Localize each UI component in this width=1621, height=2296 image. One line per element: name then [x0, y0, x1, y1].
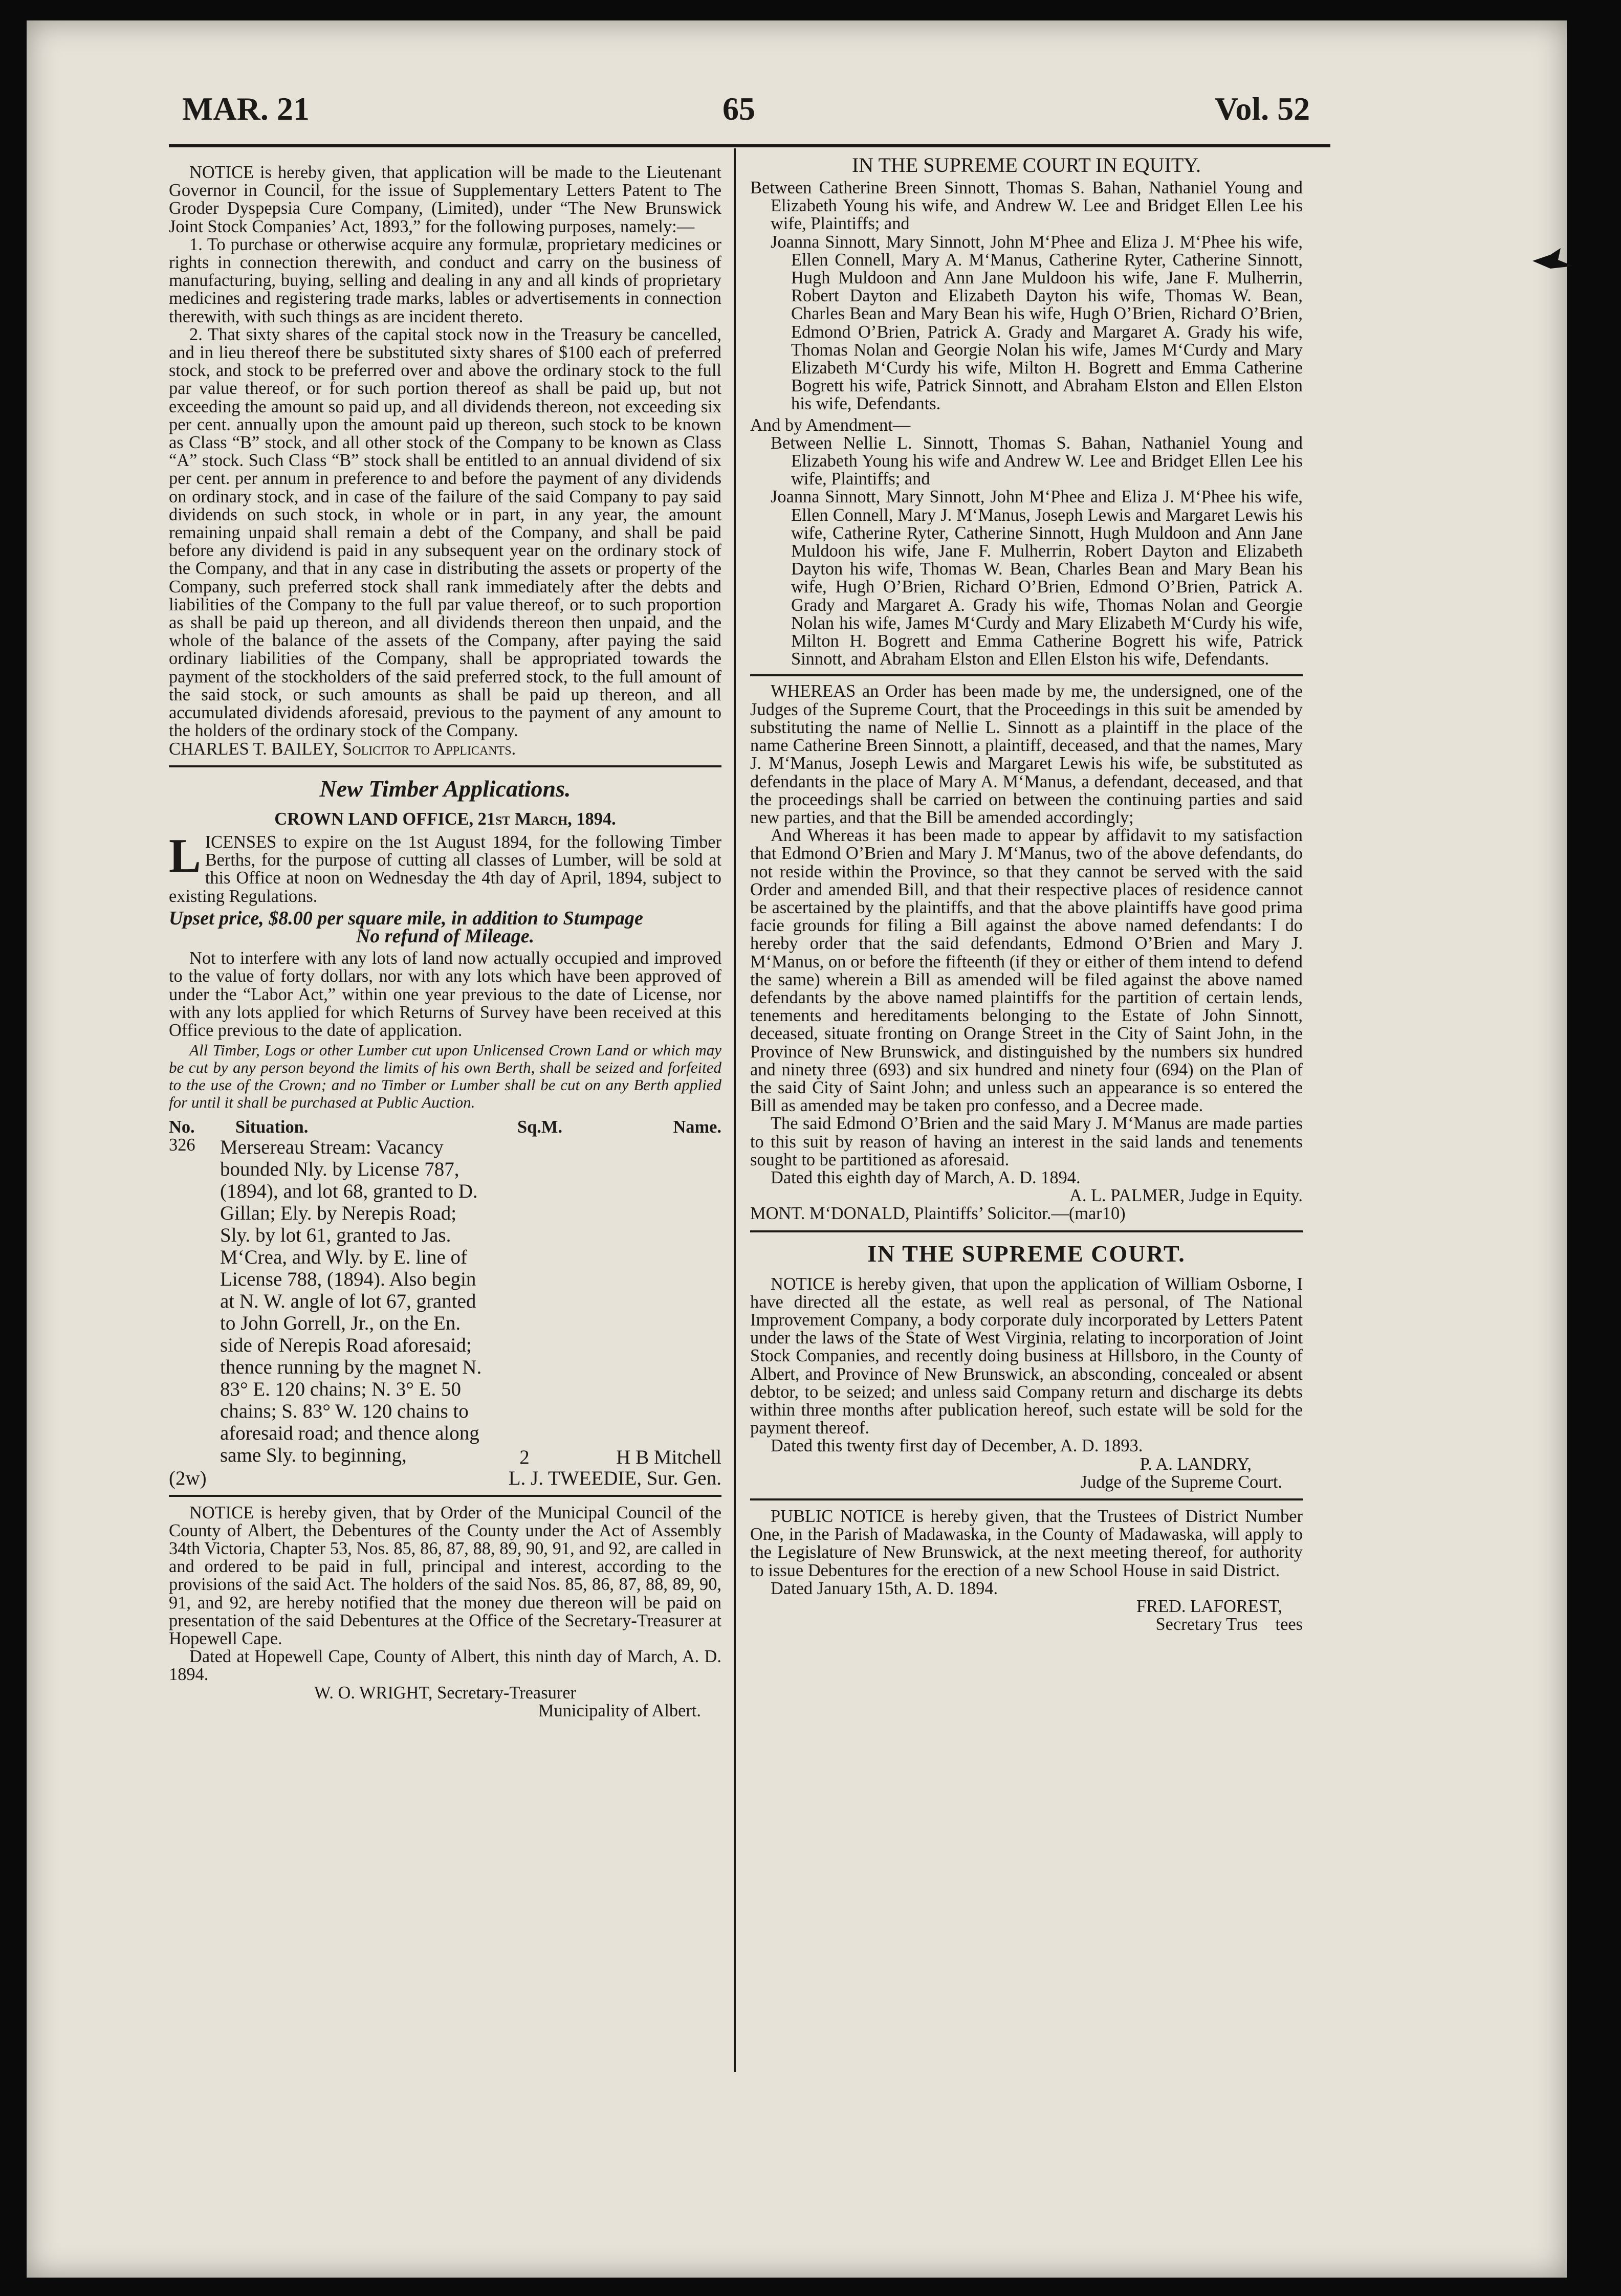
volume-number: Vol. 52: [1215, 91, 1310, 127]
public-notice: PUBLIC NOTICE is hereby given, that the Trustees of District Number One, in the Parish of Madawaska, in the County of Madawaska, will apply to the Legislature of New Brunswick, at the next meeting thereof, for authority to issue Debentures for the erection of a new School House in said District.: [750, 1507, 1303, 1580]
equity-solicitor: MONT. M‘DONALD, Plaintiffs’ Solicitor.—(mar10): [750, 1204, 1126, 1224]
groder-notice-item-2: 2. That sixty shares of the capital stock now in the Treasury be cancelled, and in lieu thereof there be substituted sixty shares of $100 each of preferred stock, and stock to be preferred over and above the ordinary stock to the full par value thereof, or for such portion thereof as shall be paid up, but not exceeding the amount so paid up, and all dividends thereon, not exceeding six per cent. annually upon the amount paid up thereon, such stock to be known as Class “B” stock, and all other stock of the Company to be known as Class “A” stock. Such Class “B” stock shall be entitled to an annual dividend of six per cent. per annum in preference to and before the payment of any dividends on ordinary stock, and in case of the failure of the said Company to pay said dividends on such stock, in whole or in part, in any year, the amount remaining unpaid shall remain a debt of the Company, and shall be paid before any dividend is paid in any subsequent year on the ordinary stock of the Company, and that in any case in distributing the assets or property of the Company, such preferred stock shall rank immediately after the debts and liabilities of the Company to the full par value thereof, or to such proportion as shall be paid up thereon, and all dividends thereon then unpaid, and the whole of the balance of the assets of the Company, after paying the said ordinary liabilities of the Company, shall be appropriated towards the payment of the stockholders of the said preferred stock, to the full amount of the said stock, or such amounts as shall be paid up thereon, and all accumulated dividends aforesaid, previous to the payment of any amount to the holders of the ordinary stock of the Company.: [169, 324, 721, 741]
timber-signature-row: [169, 1467, 721, 1490]
equity-dated: Dated this eighth day of March, A. D. 1894.: [771, 1167, 1081, 1187]
supreme-court-notice: NOTICE is hereby given, that upon the application of William Osborne, I have directed all the estate, as well real as personal, of The National Improvement Company, a body corporate duly incorporated by Letters Patent under the laws of the State of West Virginia, relating to incorporation of Joint Stock Companies, and recently doing business at Hillsboro, in the County of Albert, and Province of New Brunswick, an absconding, concealed or absent debtor, to be seized; and unless said Company return and discharge its debts within three months after publication hereof, such estate will be sold for the payment thereof.: [750, 1274, 1303, 1438]
equity-judge: A. L. PALMER, Judge in Equity.: [1069, 1186, 1303, 1206]
timber-intro: ICENSES to expire on the 1st August 1894, for the following Timber Berths, for the purpose of cutting all classes of Lumber, will be sold at this Office at noon on Wednesday the 4th day of April, 1894, subject to existing Regulations.: [169, 832, 721, 906]
groder-notice-intro: NOTICE is hereby given, that application will be made to the Lieutenant Governor in Council, for the issue of Supplementary Letters Patent to The Groder Dyspepsia Cure Company, (Limited), under “The New Brunswick Joint Stock Companies’ Act, 1893,” for the following purposes, namely:—: [169, 163, 721, 236]
no-refund: No refund of Mileage.: [356, 925, 535, 947]
header-rule: [169, 144, 1330, 147]
issue-date: MAR. 21: [182, 91, 310, 127]
berth-situation: Mersereau Stream: Vacancy bounded Nly. by License 787, (1894), and lot 68, granted to D. Gillan; Ely. by Nerepis Road; Sly. by lot 61, granted to Jas. M‘Crea, and Wly. by E. line of License 788, (1894). Also begin at N. W. angle of lot 67, granted to John Gorrell, Jr., on the En. side of Nerepis Road aforesaid; thence running by the magnet N. 83° E. 120 chains; N. 3° E. 50 chains; S. 83° W. 120 chains to aforesaid road; and thence along same Sly. to beginning,: [220, 1136, 482, 1467]
equity-defendants: Joanna Sinnott, Mary Sinnott, John M‘Phee and Eliza J. M‘Phee his wife, Ellen Connell, Mary A. M‘Manus, Catherine Ryter, Catherine Sinnott, Hugh Muldoon and Ann Jane Muldoon his wife, Jane F. Mulherrin, Robert Dayton and Elizabeth Dayton his wife, Thomas W. Bean, Charles Bean and Mary Bean his wife, Hugh O’Brien, Richard O’Brien, Edmond O’Brien, Patrick A. Grady and Margaret A. Grady his wife, Thomas Nolan and Georgie Nolan his wife, James M‘Curdy and Mary Elizabeth M‘Curdy his wife, Milton H. Bogrett and Emma Catherine Bogrett his wife, Patrick Sinnott, and Abraham Elston and Ellen Elston his wife, Defendants.: [771, 232, 1303, 414]
equity-between-amended: Between Nellie L. Sinnott, Thomas S. Bahan, Nathaniel Young and Elizabeth Young his wife and Andrew W. Lee and Bridget Ellen Lee his wife, Plaintiffs; and: [771, 433, 1303, 489]
equity-and-whereas: And Whereas it has been made to appear by affidavit to my satisfaction that Edmond O’Brien and Mary J. M‘Manus, two of the above defendants, do not reside within the Province, so that they cannot be served with the said Order and amended Bill, and that their respective places of residence cannot be ascertained by the plaintiffs, and that the above plaintiffs have good prima facie grounds for filing a Bill against the above named defendants: I do hereby order that the said defendants, Edmond O’Brien and Mary J. M‘Manus, on or before the fifteenth (if they or either of them intend to defend the same) wherein a Bill as amended will be filed against the above named defendants by the above named plaintiffs for the partition of certain lends, tenements and hereditaments belonging to the Estate of John Sinnott, deceased, situate fronting on Orange Street in the City of Saint John, in the Province of New Brunswick, and distinguished by the numbers six hundred and ninety three (693) and six hundred and ninety four (694) on the Plan of the said City of Saint John; and unless such an appearance is so entered the Bill as amended may be taken pro confesso, and a Decree made.: [750, 826, 1303, 1116]
timber-intro-paragraph: [169, 829, 721, 906]
upset-price: Upset price, $8.00 per square mile, in addition to Stumpage: [169, 907, 643, 929]
supreme-court-signature-title: Judge of the Supreme Court.: [1080, 1472, 1282, 1492]
berth-number: 326: [169, 1135, 195, 1155]
crown-land-office-date: CROWN LAND OFFICE, 21st March, 1894.: [274, 809, 616, 829]
interfere-clause: Not to interfere with any lots of land now actually occupied and improved to the value of forty dollars, nor with any lots which have been approved of under the “Labor Act,” within one year previous to the date of License, nor with any lots applied for which Returns of Survey have been received at this Office previous to the date of application.: [169, 948, 721, 1040]
equity-amendment: And by Amendment—: [750, 415, 911, 435]
left-column: [169, 164, 721, 1720]
supreme-court-heading: IN THE SUPREME COURT.: [867, 1240, 1186, 1267]
right-column: [750, 153, 1303, 1633]
section-rule: [750, 1498, 1303, 1500]
equity-between: Between Catherine Breen Sinnott, Thomas S. Bahan, Nathaniel Young and Elizabeth Young his wife, and Andrew W. Lee and Bridget Ellen Lee his wife, Plaintiffs; and: [750, 178, 1303, 234]
berth-sqm: 2: [519, 1446, 530, 1469]
insertion-mark: (2w): [169, 1467, 207, 1490]
public-notice-signature-title: Secretary Trus tees: [1155, 1615, 1303, 1635]
debenture-notice: NOTICE is hereby given, that by Order of the Municipal Council of the County of Albert, the Debentures of the County under the Act of Assembly 34th Victoria, Chapter 53, Nos. 85, 86, 87, 88, 89, 90, 91, and 92, are called in and ordered to be paid in full, principal and interest, according to the provisions of the said Act. The holders of the said Nos. 85, 86, 87, 88, 89, 90, 91, and 92, are hereby notified that the money due thereon will be paid on presentation of the said Debentures at the Office of the Secretary-Treasurer at Hopewell Cape.: [169, 1503, 721, 1648]
groder-notice-solicitor: CHARLES T. BAILEY, Solicitor to Applicants.: [169, 739, 516, 759]
debenture-dated: Dated at Hopewell Cape, County of Albert, this ninth day of March, A. D. 1894.: [169, 1647, 721, 1685]
berth-name: H B Mitchell: [616, 1446, 721, 1469]
timber-warning: All Timber, Logs or other Lumber cut upon Unlicensed Crown Land or which may be cut by any person beyond the limits of his own Berth, shall be seized and forfeited to the use of the Crown; and no Timber or Lumber shall be cut on any Berth applied for until it shall be purchased at Public Auction.: [169, 1041, 721, 1112]
equity-whereas: WHEREAS an Order has been made by me, the undersigned, one of the Judges of the Supreme Court, that the Proceedings in this suit be amended by substituting the name of Nellie L. Sinnott as a plaintiff in the place of the name Catherine Breen Sinnott, a plaintiff, deceased, and that the names, Mary J. M‘Manus, Joseph Lewis and Margaret Lewis his wife, be substituted as defendants in the place of Mary A. M‘Manus, a defendant, deceased, and that the proceedings shall be carried on between the continuing parties and said new parties, and that the Bill be amended accordingly;: [750, 681, 1303, 827]
col-sqm: Sq.M.: [517, 1117, 562, 1137]
col-no: No.: [169, 1117, 195, 1137]
equity-parties: The said Edmond O’Brien and the said Mary J. M‘Manus are made parties to this suit by reason of having an interest in the said lands and tenements sought to be partitioned as aforesaid.: [750, 1114, 1303, 1169]
equity-defendants-amended: Joanna Sinnott, Mary Sinnott, John M‘Phee and Eliza J. M‘Phee his wife, Ellen Connell, Mary J. M‘Manus, Joseph Lewis and Margaret Lewis his wife, Catherine Ryter, Catherine Sinnott, Hugh Muldoon and Ann Jane Muldoon his wife, Jane F. Mulherrin, Robert Dayton and Elizabeth Dayton his wife, Thomas W. Bean, Charles Bean and Mary Bean his wife, Hugh O’Brien, Richard O’Brien, Edmond O’Brien, Patrick A. Grady and Margaret A. Grady his wife, Thomas Nolan and Georgie Nolan his wife, James M‘Curdy and Mary Elizabeth M‘Curdy his wife, Milton H. Bogrett and Emma Catherine Bogrett his wife, Patrick Sinnott, and Abraham Elston and Ellen Elston his wife, Defendants.: [771, 487, 1303, 669]
debenture-signature-title: Municipality of Albert.: [538, 1701, 701, 1720]
public-notice-dated: Dated January 15th, A. D. 1894.: [771, 1578, 998, 1598]
debenture-signature: W. O. WRIGHT, Secretary-Treasurer: [314, 1683, 576, 1703]
column-rule: [734, 148, 736, 2072]
section-rule: [169, 765, 721, 767]
paper-tear-mark-icon: [1530, 246, 1576, 276]
timber-heading: New Timber Applications.: [319, 775, 571, 802]
equity-heading: IN THE SUPREME COURT IN EQUITY.: [851, 153, 1201, 176]
berth-table-header: [169, 1118, 721, 1136]
section-rule: [750, 674, 1303, 676]
groder-notice-item-1: 1. To purchase or otherwise acquire any formulæ, proprietary medicines or rights in connection therewith, and conduct and carry on the business of manufacturing, buying, selling and dealing in any and all kinds of proprietary medicines and registering trade marks, lables or advertisements in connection therewith, with such things as are incident thereto.: [169, 234, 721, 326]
drop-cap-letter: L: [169, 829, 201, 882]
surveyor-general-signature: L. J. TWEEDIE, Sur. Gen.: [508, 1467, 721, 1490]
section-rule: [750, 1230, 1303, 1232]
col-situation: Situation.: [235, 1117, 309, 1137]
public-notice-signature: FRED. LAFOREST,: [1136, 1597, 1282, 1617]
berth-table-row: [169, 1135, 721, 1469]
col-name: Name.: [673, 1117, 721, 1137]
page-number: 65: [722, 91, 755, 127]
section-rule: [169, 1495, 721, 1497]
supreme-court-signature: P. A. LANDRY,: [1140, 1454, 1252, 1474]
supreme-court-dated: Dated this twenty first day of December, A. D. 1893.: [771, 1436, 1143, 1456]
